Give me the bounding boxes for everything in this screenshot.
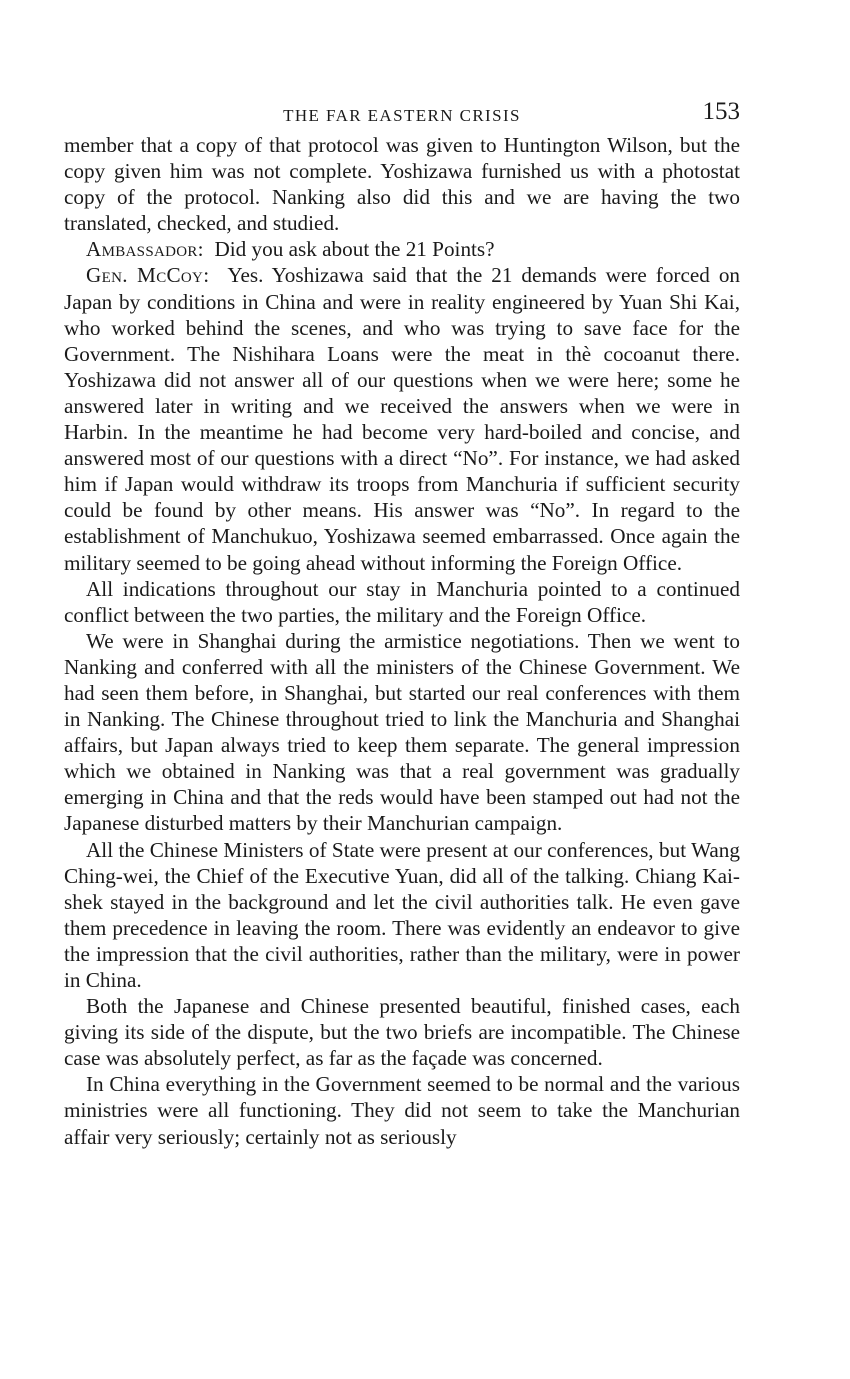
running-head [64,98,740,132]
paragraph-mccoy-answer [64,262,740,575]
body-text [64,132,740,1150]
speaker-mccoy: Gen. McCoy: [86,263,210,288]
book-page [64,98,741,1150]
paragraph-shanghai-nanking: We were in Shanghai during the armistice negotiations. Then we went to Nanking and conferred with all the ministers of the Chinese Government. We had seen them before, in Shanghai, but started our real conferences with them in Nanking. The Chinese throughout tried to link the Manchuria and Shanghai affairs, but Japan always tried to keep them separate. The general impression which we obtained in Nanking was that a real government was gradually emerging in China and that the reds would have been stamped out had not the Japanese disturbed matters by their Manchurian campaign. [64,628,740,836]
paragraph-manchuria-conflict: All indications throughout our stay in Manchuria pointed to a continued conflict between the two parties, the military and the Foreign Office. [64,576,740,627]
ambassador-question-text: Did you ask about the 21 Points? [214,237,495,262]
paragraph-ambassador-question [64,236,740,262]
running-title: THE FAR EASTERN CRISIS [283,106,521,125]
paragraph-protocol-continuation: member that a copy of that protocol was given to Huntington Wilson, but the copy given him was not complete. Yoshizawa furnished us with a photostat copy of the protocol. Nanking also did this and we are having the two translated, checked, and studied. [64,133,740,236]
mccoy-answer-text: Yes. Yoshizawa said that the 21 demands were forced on Japan by conditions in China and were in reality engineered by Yuan Shi Kai, who worked behind the scenes, and who was trying to save face for the Government. The Nishihara Loans were the meat in thè cocoanut there. Yoshizawa did not answer all of our questions when we were here; some he answered later in writing and we received the answers when we were in Harbin. In the meantime he had become very hard-boiled and concise, and answered most of our questions with a direct “No”. For instance, we had asked him if Japan would withdraw its troops from Manchuria if sufficient security could be found by other means. His answer was “No”. In regard to the establishment of Manchukuo, Yoshizawa seemed embarrassed. Once again the military seemed to be going ahead without informing the Foreign Office. [64,263,741,575]
speaker-ambassador: Ambassador: [86,237,204,262]
paragraph-government-normal: In China everything in the Government seemed to be normal and the various ministries were all functioning. They did not seem to take the Manchurian affair very seriously; certainly not as seriously [64,1072,740,1149]
paragraph-briefs-incompatible: Both the Japanese and Chinese presented beautiful, finished cases, each giving its side of the dispute, but the two briefs are incompatible. The Chinese case was absolutely perfect, as far as the façade was concerned. [64,994,740,1071]
page-number: 153 [702,98,740,125]
paragraph-chinese-ministers: All the Chinese Ministers of State were present at our conferences, but Wang Ching-wei, the Chief of the Executive Yuan, did all of the talking. Chiang Kai-shek stayed in the background and let the civil authorities talk. He even gave them precedence in leaving the room. There was evidently an endeavor to give the impression that the civil authorities, rather than the military, were in power in China. [64,837,740,992]
